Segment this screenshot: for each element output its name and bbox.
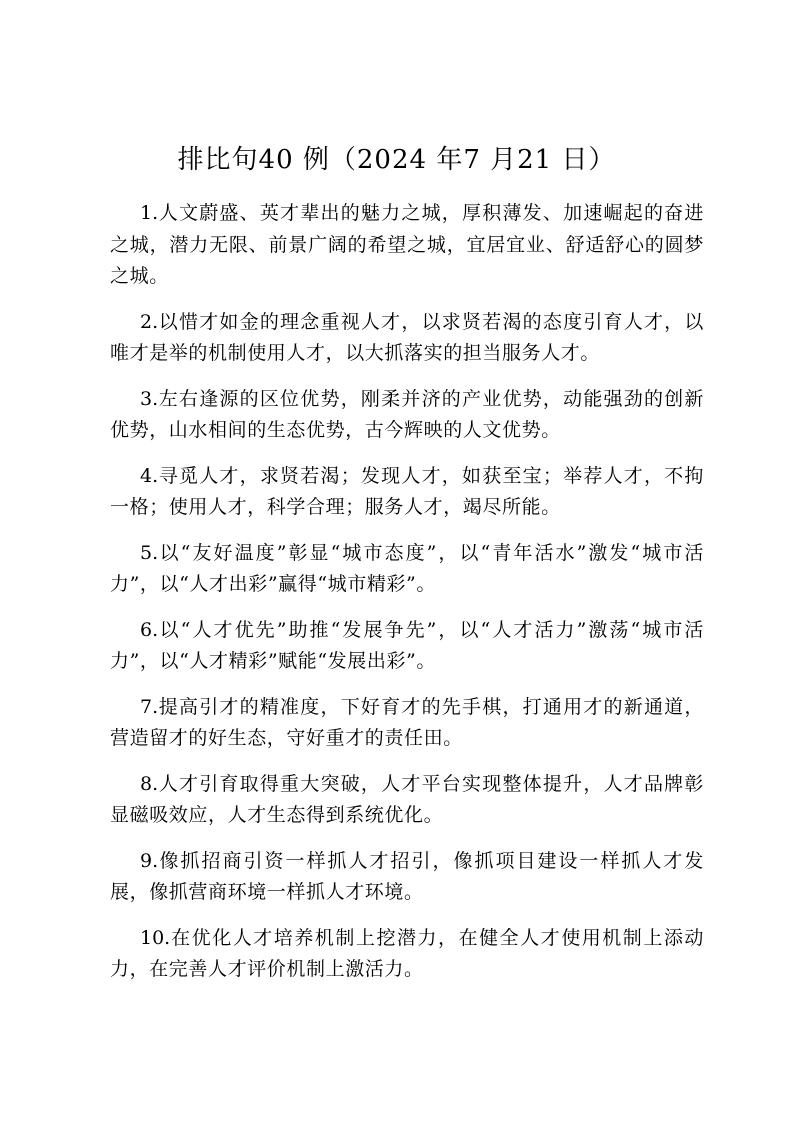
list-item — [110, 384, 704, 447]
item-number: 8. — [140, 772, 159, 795]
item-number: 6. — [140, 618, 159, 641]
item-text: 以“友好温度”彰显“城市态度”，以“青年活水”激发“城市活力”，以“人才出彩”赢得“城市精彩”。 — [110, 541, 704, 595]
list-item — [110, 846, 704, 909]
item-number: 4. — [140, 464, 159, 487]
item-text: 寻觅人才，求贤若渴；发现人才，如获至宝；举荐人才，不拘一格；使用人才，科学合理；服务人才，竭尽所能。 — [110, 464, 704, 518]
item-text: 在优化人才培养机制上挖潜力，在健全人才使用机制上添动力，在完善人才评价机制上激活力。 — [110, 926, 704, 980]
list-item — [110, 307, 704, 370]
item-number: 7. — [140, 695, 159, 718]
item-text: 提高引才的精准度，下好育才的先手棋，打通用才的新通道，营造留才的好生态，守好重才的责任田。 — [110, 695, 704, 749]
item-number: 9. — [140, 849, 159, 872]
sentence-list — [110, 198, 704, 1000]
item-text: 人才引育取得重大突破，人才平台实现整体提升，人才品牌彰显磁吸效应，人才生态得到系统优化。 — [110, 772, 704, 826]
list-item — [110, 692, 704, 755]
item-number: 5. — [140, 541, 159, 564]
list-item — [110, 923, 704, 986]
item-number: 3. — [140, 387, 159, 410]
item-text: 以惜才如金的理念重视人才，以求贤若渴的态度引育人才，以唯才是举的机制使用人才，以大抓落实的担当服务人才。 — [110, 310, 704, 364]
item-text: 以“人才优先”助推“发展争先”，以“人才活力”激荡“城市活力”，以“人才精彩”赋能“发展出彩”。 — [110, 618, 704, 672]
item-text: 左右逢源的区位优势，刚柔并济的产业优势，动能强劲的创新优势，山水相间的生态优势，古今辉映的人文优势。 — [110, 387, 704, 441]
list-item — [110, 461, 704, 524]
document-title: 排比句40 例（2024 年7 月21 日） — [177, 145, 616, 175]
item-number: 10. — [140, 926, 171, 949]
list-item — [110, 615, 704, 678]
item-text: 人文蔚盛、英才辈出的魅力之城，厚积薄发、加速崛起的奋进之城，潜力无限、前景广阔的希望之城，宜居宜业、舒适舒心的圆梦之城。 — [110, 202, 704, 287]
item-number: 2. — [140, 310, 159, 333]
list-item — [110, 198, 704, 293]
list-item — [110, 769, 704, 832]
list-item — [110, 538, 704, 601]
item-number: 1. — [140, 202, 159, 224]
item-text: 像抓招商引资一样抓人才招引，像抓项目建设一样抓人才发展，像抓营商环境一样抓人才环境。 — [110, 849, 704, 903]
